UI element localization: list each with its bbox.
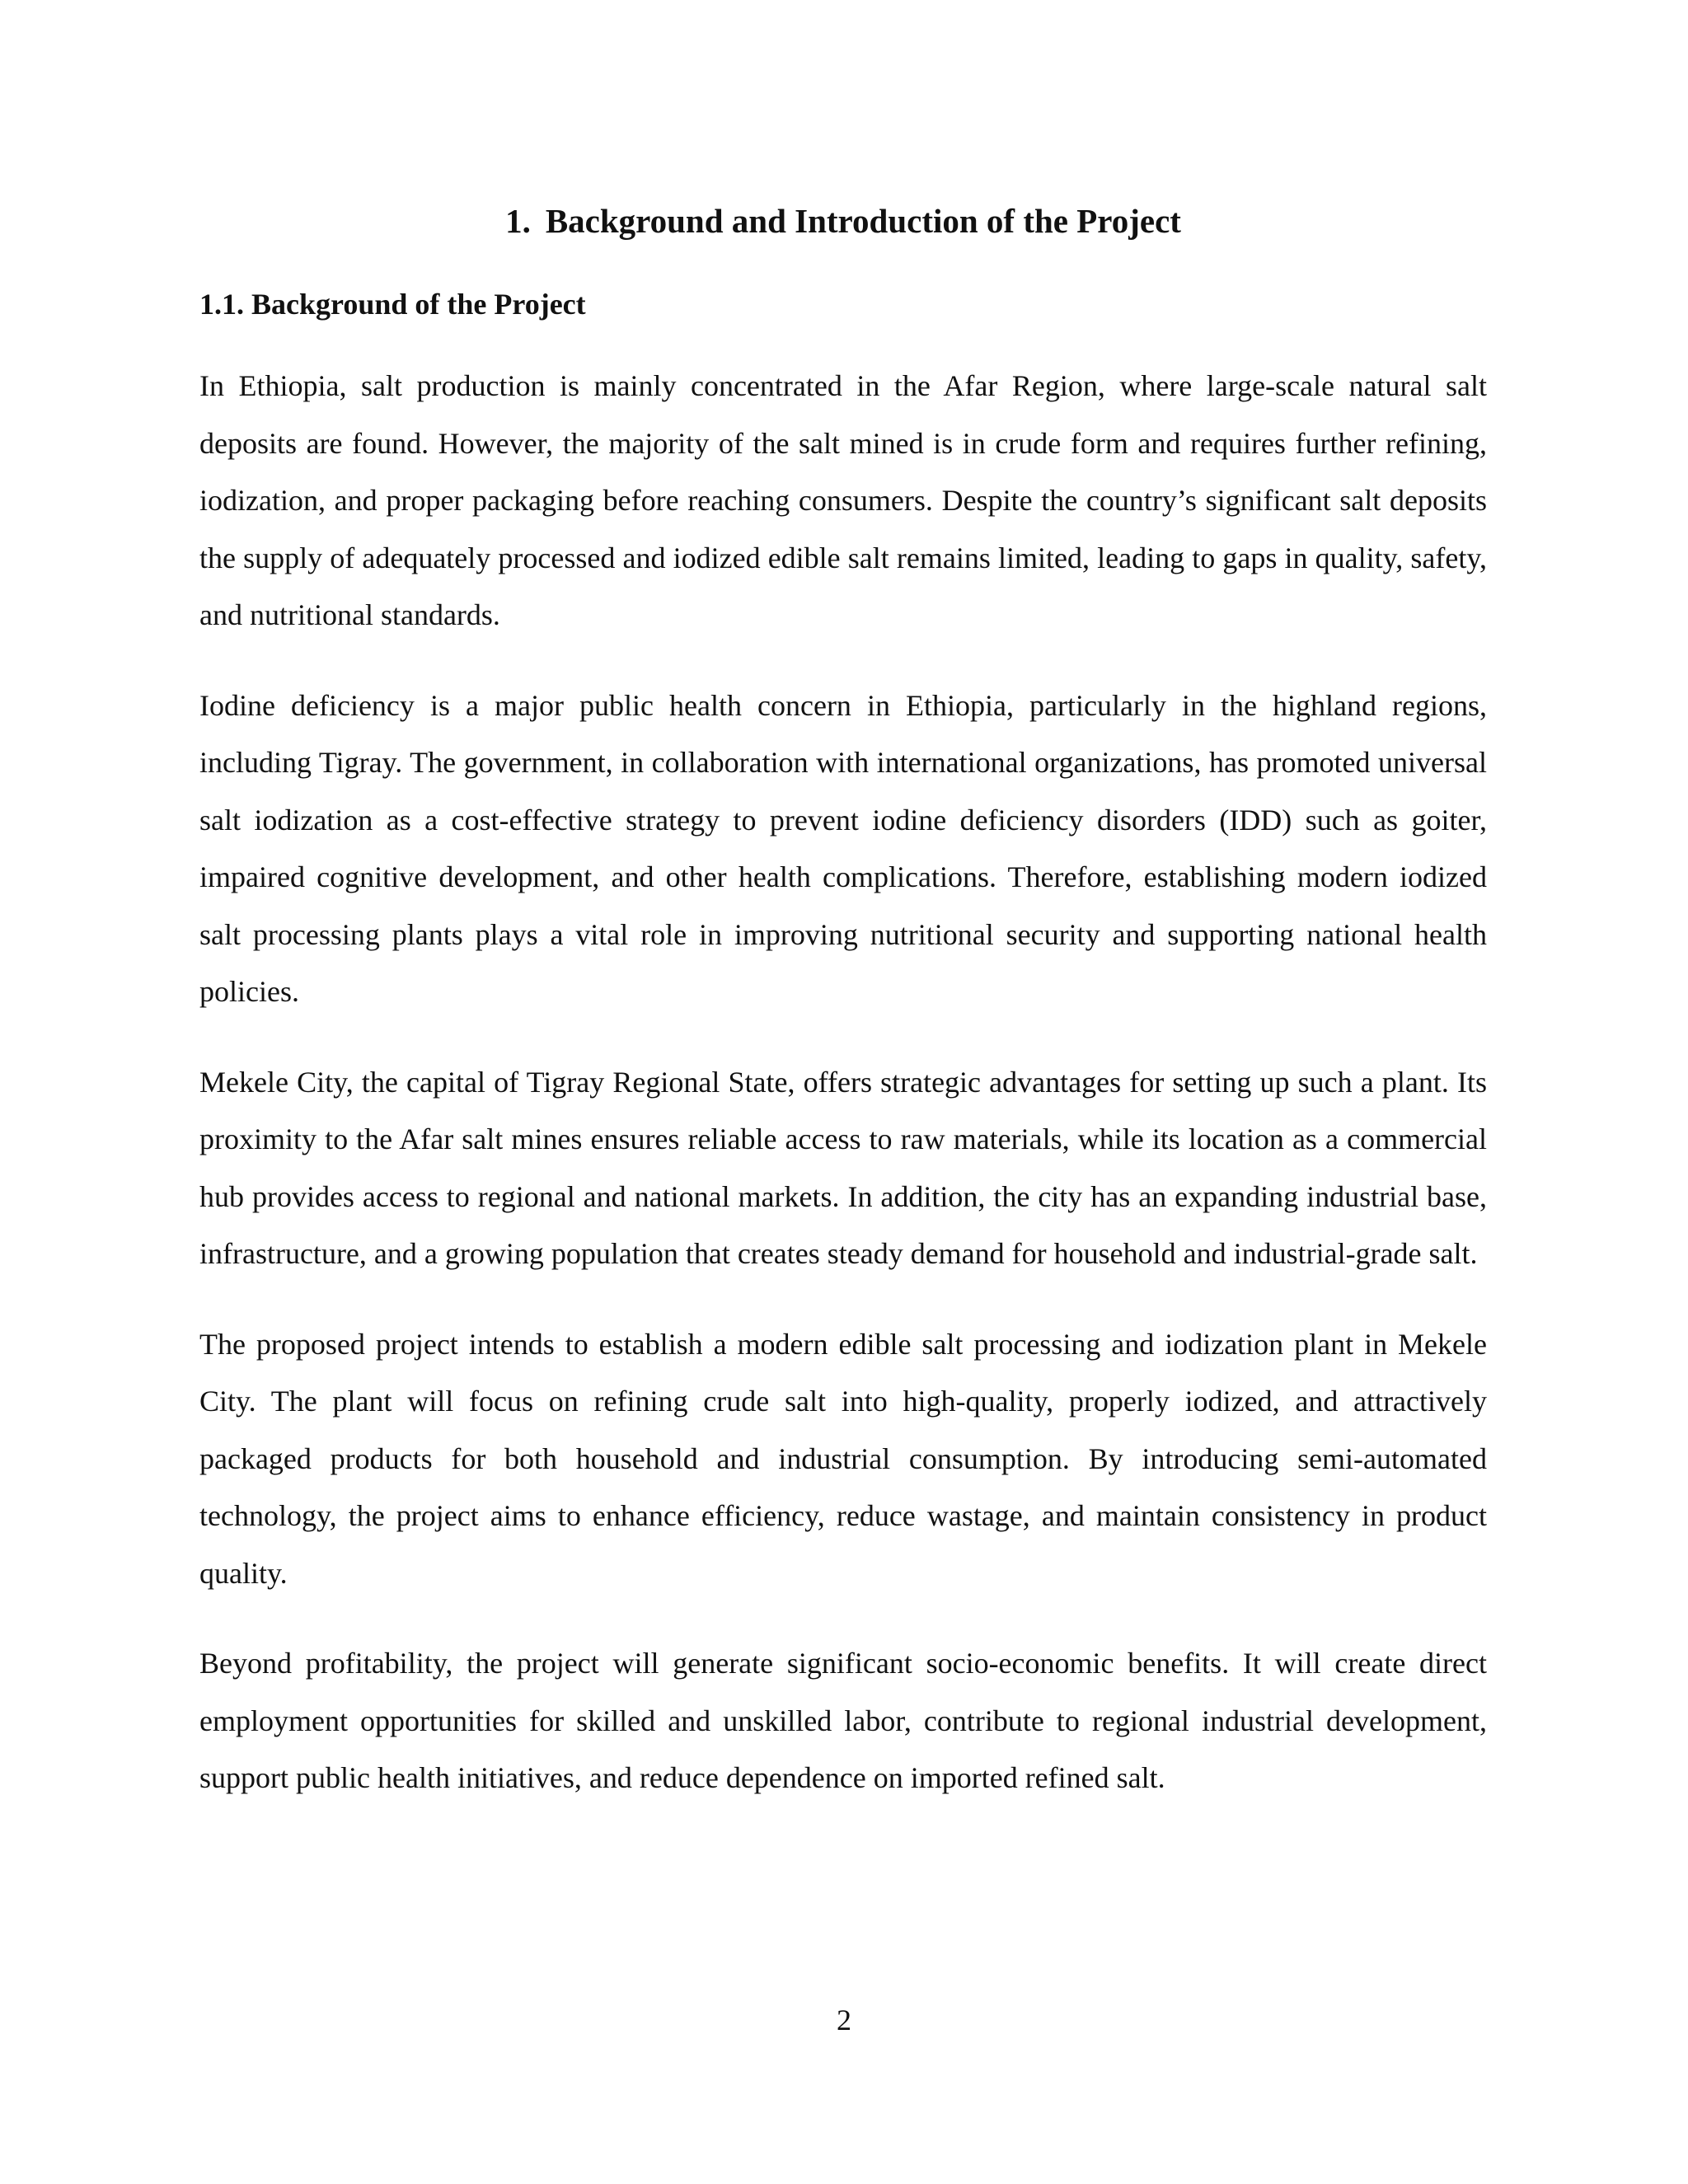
paragraph-proposed-project: The proposed project intends to establish a modern edible salt processing and iodization plant in Mekele City. The plant will focus on refining crude salt into high-quality, properly iodized, and attractively packaged products for both household and industrial consumption. By introducing semi-automated technology, the project aims to enhance efficiency, reduce wastage, and maintain consistency in product quality. bbox=[199, 1327, 1487, 1590]
section-heading bbox=[199, 198, 1487, 244]
paragraph-salt-production: In Ethiopia, salt production is mainly concentrated in the Afar Region, where large-scale natural salt deposits are found. However, the majority of the salt mined is in crude form and requires further refining, iodization, and proper packaging before reaching consumers. Despite the country’s significant salt deposits the supply of adequately processed and iodized edible salt remains limited, leading to gaps in quality, safety, and nutritional standards. bbox=[199, 369, 1487, 631]
section-heading-text: Background and Introduction of the Project bbox=[545, 202, 1181, 240]
section-heading-number: 1. bbox=[505, 202, 531, 240]
paragraph-mekele-city: Mekele City, the capital of Tigray Regional State, offers strategic advantages for setting up such a plant. Its proximity to the Afar salt mines ensures reliable access to raw materials, while its location as a commercial hub provides access to regional and national markets. In addition, the city has an expanding industrial base, infrastructure, and a growing population that creates steady demand for household and industrial-grade salt. bbox=[199, 1065, 1487, 1270]
page-number: 2 bbox=[837, 2004, 851, 2036]
paragraph-socio-economic-benefits: Beyond profitability, the project will generate significant socio-economic benefits. It will create direct employment opportunities for skilled and unskilled labor, contribute to regional industrial development, support public health initiatives, and reduce dependence on imported refined salt. bbox=[199, 1647, 1487, 1794]
paragraph-iodine-deficiency: Iodine deficiency is a major public health concern in Ethiopia, particularly in the highland regions, including Tigray. The government, in collaboration with international organizations, has promoted universal salt iodization as a cost-effective strategy to prevent iodine deficiency disorders (IDD) such as goiter, impaired cognitive development, and other health complications. Therefore, establishing modern iodized salt processing plants plays a vital role in improving nutritional security and supporting national health policies. bbox=[199, 688, 1487, 1008]
page-content bbox=[199, 198, 1487, 1840]
subsection-heading: 1.1. Background of the Project bbox=[199, 288, 586, 321]
